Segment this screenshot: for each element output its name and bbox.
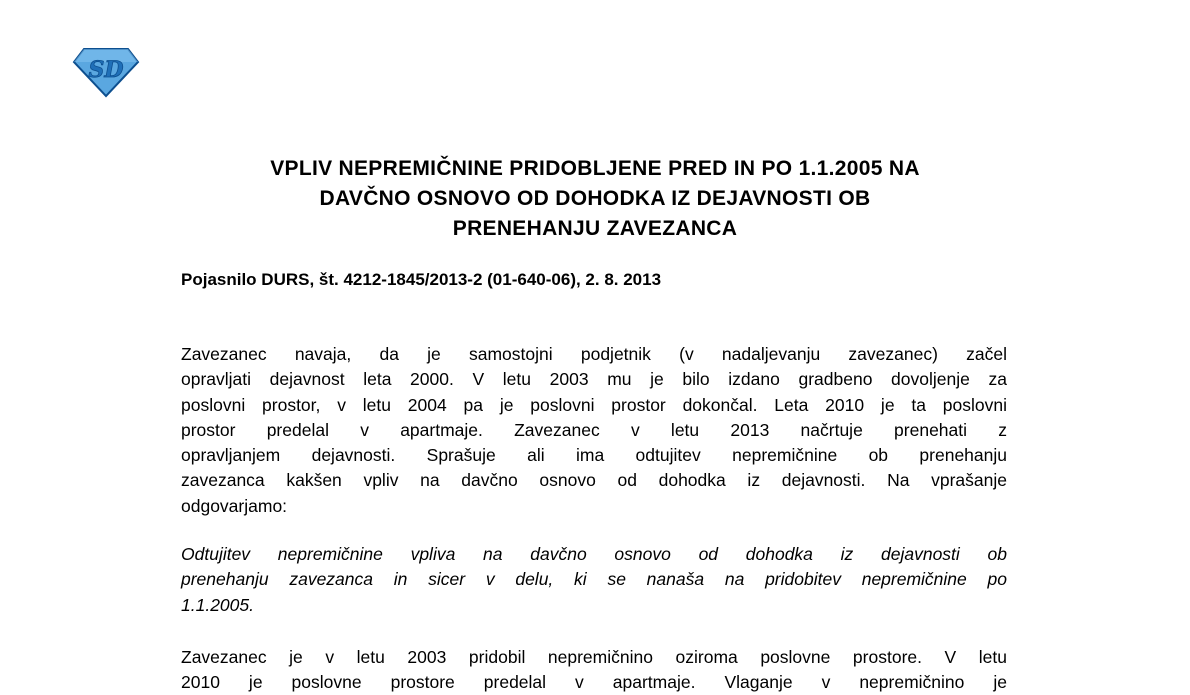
paragraph-line: odgovarjamo:: [181, 495, 288, 516]
paragraph-explanation: [181, 645, 1007, 695]
paragraph-line: prostor predelal v apartmaje. Zavezanec v letu 2013 načrtuje prenehati z: [181, 419, 1007, 440]
paragraph-line: opravljati dejavnost leta 2000. V letu 2003 mu je bilo izdano gradbeno dovoljenje za: [181, 369, 1007, 390]
paragraph-line: 2010 je poslovne prostore predelal v apartmaje. Vlaganje v nepremičnino je: [181, 672, 1007, 693]
title-line-2: DAVČNO OSNOVO OD DOHODKA IZ DEJAVNOSTI OB: [319, 187, 871, 210]
title-line-1: VPLIV NEPREMIČNINE PRIDOBLJENE PRED IN PO 1.1.2005 NA: [270, 157, 920, 180]
document-title: [150, 154, 1040, 244]
paragraph-line: opravljanjem dejavnosti. Sprašuje ali ima odtujitev nepremičnine ob prenehanju: [181, 445, 1007, 466]
paragraph-line: zavezanca kakšen vpliv na davčno osnovo od dohodka iz dejavnosti. Na vprašanje: [181, 470, 1007, 491]
paragraph-line: Zavezanec navaja, da je samostojni podjetnik (v nadaljevanju zavezanec) začel: [181, 344, 1007, 364]
paragraph-line: 1.1.2005.: [181, 594, 254, 615]
title-line-3: PRENEHANJU ZAVEZANCA: [452, 217, 738, 240]
paragraph-answer-summary: [181, 542, 1007, 618]
paragraph-line: Zavezanec je v letu 2003 pridobil nepremičnino oziroma poslovne prostore. V letu: [181, 647, 1007, 667]
sd-shield-logo-icon: [72, 46, 140, 98]
paragraph-question: [181, 342, 1007, 519]
paragraph-line: prenehanju zavezanca in sicer v delu, ki se nanaša na pridobitev nepremičnine po: [181, 569, 1007, 590]
source-reference: Pojasnilo DURS, št. 4212-1845/2013-2 (01-640-06), 2. 8. 2013: [181, 270, 662, 289]
paragraph-line: poslovni prostor, v letu 2004 pa je poslovni prostor dokončal. Leta 2010 je ta poslovni: [181, 394, 1007, 415]
logo-monogram: SD: [88, 57, 124, 83]
paragraph-line: Odtujitev nepremičnine vpliva na davčno osnovo od dohodka iz dejavnosti ob: [181, 544, 1007, 564]
